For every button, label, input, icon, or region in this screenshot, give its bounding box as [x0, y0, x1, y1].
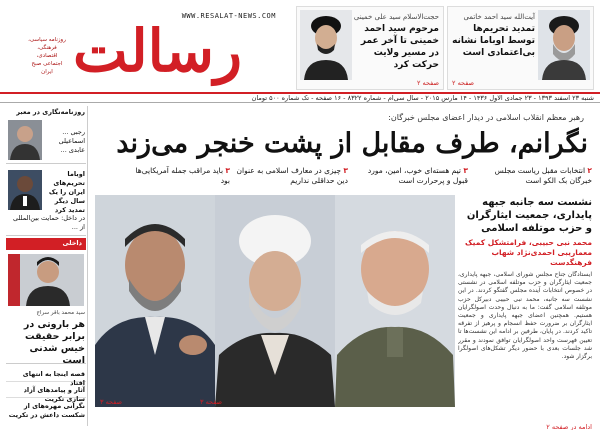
subhead-text: چیزی در معارف اسلامی به عنوان دین حداقلی نداریم [236, 166, 348, 185]
left-item-text: در داخل: حمایت بین‌المللی از ... [13, 214, 85, 231]
left-column [6, 106, 88, 426]
left-item-title: هر باروتی در برابر حقیقت خیس شدنی است [23, 319, 85, 366]
subhead-text: انتخابات مقبل ریاست مجلس خبرگان بک الکو است [494, 166, 592, 185]
subhead-3[interactable] [236, 166, 348, 186]
portrait-right-icon [335, 195, 455, 407]
main-headline[interactable]: نگرانم، طرف مقابل از پشت خنجر می‌زند [116, 128, 588, 159]
teaser-khomeini[interactable] [296, 6, 444, 90]
portrait-middle-icon [215, 195, 335, 407]
left-item-5[interactable] [6, 384, 86, 403]
portrait-left-icon [95, 195, 215, 407]
left-item-kicker: سید محمد باقر سراج [36, 310, 85, 316]
left-item-2[interactable] [6, 166, 86, 236]
story-subtitle: محمد نبی حبیبی، فرامتشکل کمیک معماریبی احمدی‌نژاد شهاب فرهنگدست [464, 238, 592, 267]
teaser-kicker: حجت‌الاسلام سید علی خمینی [353, 13, 439, 21]
left-item-title: قصه اینجا به انتهای افتاد [22, 370, 85, 387]
website-url: WWW.RESALAT-NEWS.COM [181, 12, 276, 20]
subhead-text: تیم هسته‌ای خوب، امین، مورد قبول و پرحرارت است [367, 166, 468, 185]
headline-kicker: رهبر معظم انقلاب اسلامی در دیدار اعضای مجلس خبرگان: [388, 113, 584, 122]
main-photo-strip [95, 195, 455, 407]
left-item-6[interactable] [6, 400, 86, 422]
left-ticker [6, 238, 86, 250]
ticker-label: داخلی [62, 239, 82, 247]
subhead-number: ۳ [463, 166, 468, 175]
left-item-text: رجبی ... اسماعیلی عابدی ... [58, 128, 85, 154]
right-column-story[interactable] [458, 196, 592, 430]
left-item-title: نگرانی مهره‌های از شکست داعش در تکریت [8, 402, 85, 419]
person-photo-icon [8, 254, 84, 306]
logo-tagline: روزنامه سیاسی، فرهنگی، اقتصادی، اجتماعی صبح ایران [28, 37, 66, 75]
left-item-3[interactable] [6, 252, 86, 364]
masthead-logo [25, 10, 290, 90]
teaser-title: تمدید تحریم‌ها توسط اوباما نشانه بی‌اعتمادی است [452, 24, 535, 58]
subhead-text: باید مراقب جمله آمریکایی‌ها بود [135, 166, 230, 185]
teaser-title: مرحوم سید احمد خمینی تا آخر عمر در مسیر ولایت حرکت کرد [360, 24, 439, 70]
story-body: ایستادگان جناح مجلس شورای اسلامی، جبهه پایداری، جمعیت ایثارگران و حزب موتلفه اسلامی در نشستی در خصوص انتخابات آینده مجلس گفتگو کردند. در این نشست سه جانبه، محمد نبی حبیبی دبیرکل حزب موتلفه اسلامی گفت: ما به دنبال وحدت اصولگرایان هستیم. همچنین اعضای جبهه پایداری و جمعیت ایثارگران بر ضرورت حفظ انسجام و پرهیز از تفرقه تاکید کردند. در پایان، طرفین بر ادامه این نشست‌ها تا تعیین فهرست واحد اصولگرایان توافق نمودند و مقرر شد جلسات بعدی با حضور دیگر تشکل‌های اصولگرا برگزار شود. [458, 271, 592, 361]
dateline: شنبه ۲۳ اسفند ۱۳۹۳ - ۲۳ جمادی الاول ۱۴۳۶ - ۱۴ مارس ۲۰۱۵ - سال سی‌ام - شماره ۸۳۲۲ - ۱۶ صفحه - تک شماره ۵۰۰ تومان [0, 92, 600, 103]
photo-caption-left: صفحه ۳ [100, 398, 123, 406]
person-photo-icon [8, 120, 42, 160]
teaser-khatami[interactable] [447, 6, 594, 90]
left-item-title: روزنامه‌نگاری در معبر [16, 108, 85, 116]
cleric-portrait-icon [538, 10, 590, 80]
left-item-1[interactable] [6, 106, 86, 164]
subhead-1[interactable] [476, 166, 592, 186]
left-item-4[interactable] [6, 368, 86, 387]
cleric-portrait-icon [300, 10, 352, 80]
logo-wordmark: رسالت [73, 17, 242, 85]
left-item-title: اوباما تحریم‌های ایران را یک سال دیگر تمدید کرد [48, 170, 85, 214]
teaser-page: صفحه ۲ [452, 79, 475, 87]
subhead-4[interactable] [130, 166, 230, 186]
story-title: نشست سه جانبه جبهه پایداری، جمعیت ایثارگران و حزب موتلفه اسلامی [466, 197, 592, 234]
teaser-page: صفحه ۲ [416, 79, 439, 87]
subhead-2[interactable] [356, 166, 468, 186]
subhead-number: ۲ [587, 166, 592, 175]
person-photo-icon [8, 170, 42, 210]
subhead-number: ۳ [343, 166, 348, 175]
photo-caption-middle: صفحه ۳ [200, 398, 223, 406]
teaser-kicker: آیت‌الله سید احمد خاتمی [463, 13, 535, 21]
story-continued-link[interactable]: ادامه در صفحه ۲ [546, 423, 592, 430]
left-item-title: آثار و پیامدهای آزاد سازی تکریت [23, 386, 85, 403]
subhead-number: ۳ [225, 166, 230, 175]
